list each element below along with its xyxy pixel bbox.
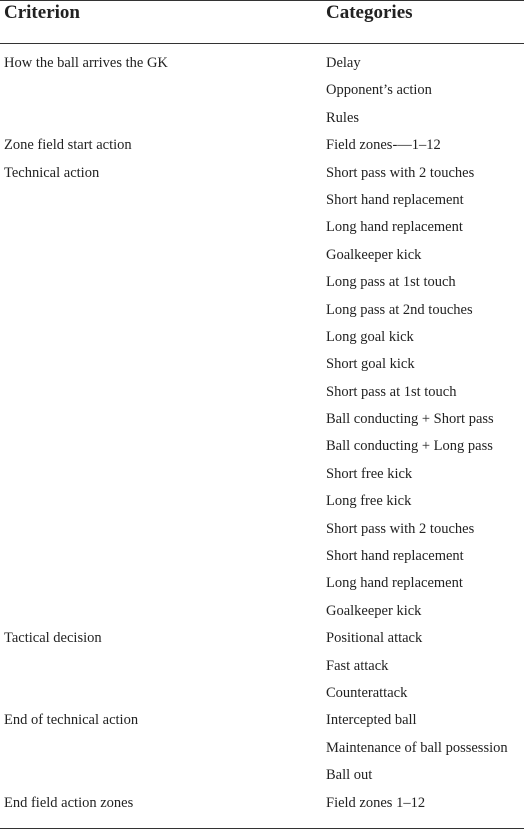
table-body [0, 49, 524, 816]
criterion-cell: Tactical decision [4, 630, 102, 647]
criterion-cell: End field action zones [4, 794, 134, 811]
table-row [0, 706, 524, 733]
header-categories: Categories [326, 2, 413, 23]
table-row [0, 186, 524, 213]
category-cell: Fast attack [326, 657, 389, 674]
category-cell: Short pass at 1st touch [326, 383, 457, 400]
table-row [0, 652, 524, 679]
table-row [0, 213, 524, 240]
table-row [0, 405, 524, 432]
table-row [0, 734, 524, 761]
table-row [0, 104, 524, 131]
table-row [0, 761, 524, 788]
category-cell: Goalkeeper kick [326, 602, 422, 619]
criterion-cell: Technical action [4, 164, 100, 181]
category-cell: Maintenance of ball possession [326, 739, 508, 756]
criterion-cell: Zone field start action [4, 137, 132, 154]
table-row [0, 487, 524, 514]
table-row [0, 460, 524, 487]
category-cell: Long pass at 2nd touches [326, 301, 473, 318]
table-row [0, 432, 524, 459]
table-row [0, 569, 524, 596]
category-cell: Short hand replacement [326, 548, 464, 565]
criterion-cell: End of technical action [4, 712, 139, 729]
table-row [0, 624, 524, 651]
category-cell: Intercepted ball [326, 712, 417, 729]
category-cell: Counterattack [326, 684, 408, 701]
table-row [0, 350, 524, 377]
category-cell: Ball out [326, 767, 373, 784]
category-cell: Long hand replacement [326, 219, 463, 236]
table-row [0, 378, 524, 405]
table-row [0, 241, 524, 268]
category-cell: Short pass with 2 touches [326, 520, 475, 537]
category-cell: Ball conducting + Long pass [326, 438, 493, 455]
category-cell: Long goal kick [326, 328, 414, 345]
category-cell: Short hand replacement [326, 191, 464, 208]
category-cell: Delay [326, 55, 361, 71]
table-row [0, 542, 524, 569]
table-row [0, 76, 524, 103]
criterion-cell: How the ball arrives the GK [4, 55, 168, 71]
table-row [0, 296, 524, 323]
category-cell: Positional attack [326, 630, 423, 647]
category-cell: Long pass at 1st touch [326, 274, 456, 291]
category-cell: Long free kick [326, 493, 412, 510]
category-cell: Field zones 1–12 [326, 794, 426, 811]
category-cell: Short free kick [326, 465, 413, 482]
table-row [0, 789, 524, 816]
table-bottom-rule [0, 828, 524, 829]
category-cell: Short pass with 2 touches [326, 164, 475, 181]
table-row [0, 679, 524, 706]
table-row [0, 49, 524, 76]
header-criterion: Criterion [4, 2, 80, 23]
category-cell: Goalkeeper kick [326, 246, 422, 263]
table-row [0, 515, 524, 542]
category-cell: Short goal kick [326, 356, 415, 373]
table-row [0, 597, 524, 624]
table-row [0, 268, 524, 295]
table-row [0, 323, 524, 350]
category-cell: Ball conducting + Short pass [326, 411, 494, 428]
table-row [0, 131, 524, 158]
category-cell: Field zones-—1–12 [326, 137, 441, 154]
header-divider-rule [0, 43, 524, 44]
category-cell: Rules [326, 109, 360, 126]
category-cell: Long hand replacement [326, 575, 463, 592]
category-cell: Opponent’s action [326, 82, 432, 99]
table-row [0, 159, 524, 186]
table-header [0, 0, 524, 43]
